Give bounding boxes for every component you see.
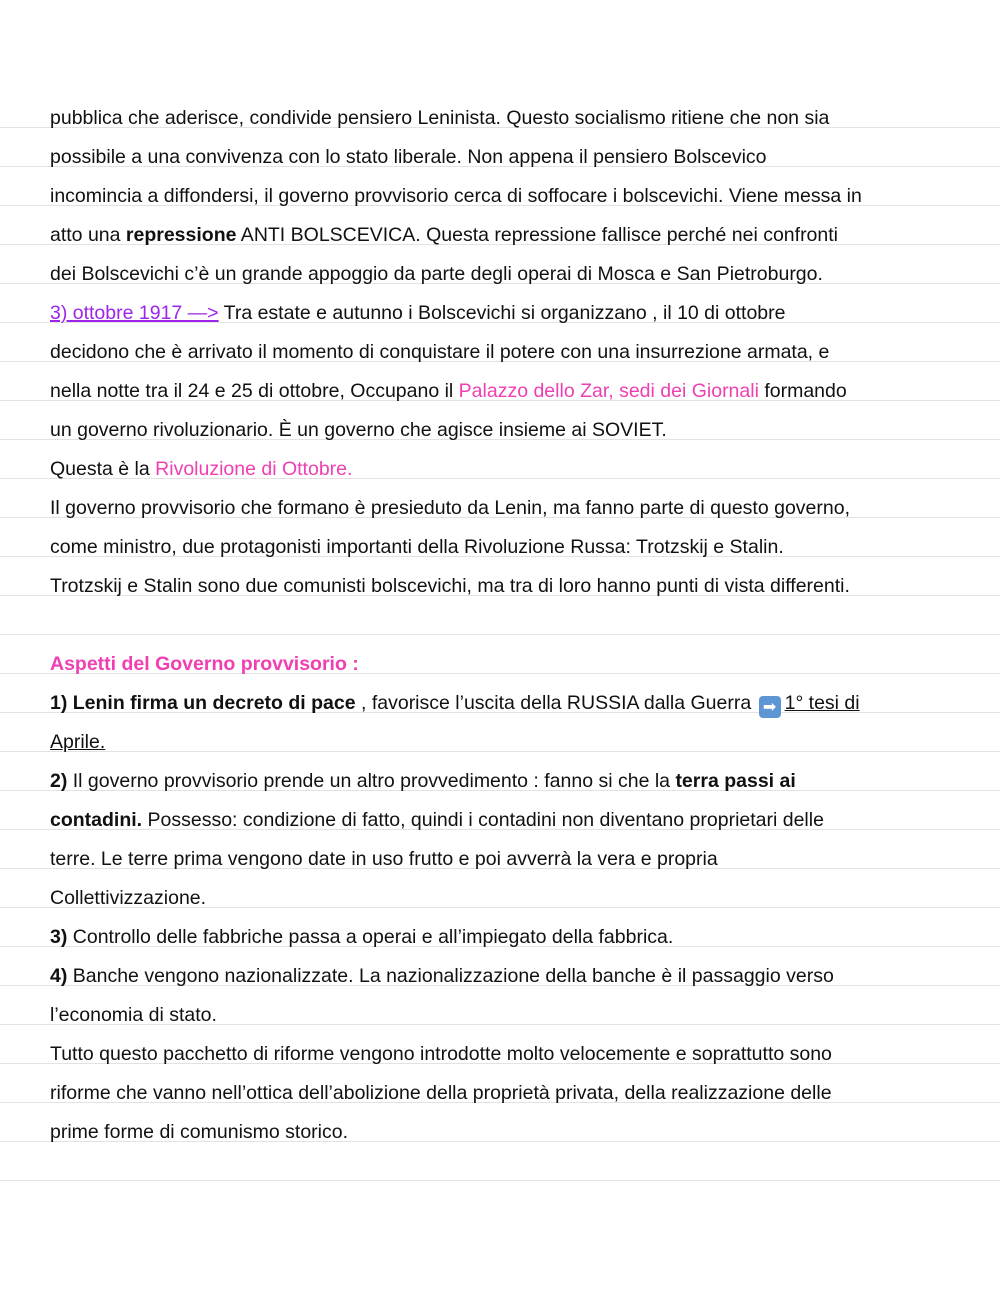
aspect-item-2-number: 2) [50, 770, 68, 792]
note-line [50, 723, 955, 762]
note-line [50, 216, 955, 255]
note-line [50, 801, 955, 840]
note-line-text: Tra estate e autunno i Bolscevichi si organizzano , il 10 di ottobre [218, 302, 786, 324]
aspect-item-3 [50, 918, 955, 957]
bold-term-repressione: repressione [125, 224, 237, 246]
section-heading-october-1917: 3) ottobre 1917 —> [50, 302, 219, 324]
note-line: Il governo provvisorio che formano è presieduto da Lenin, ma fanno parte di questo governo, [50, 497, 850, 519]
note-line: terre. Le terre prima vengono date in uso frutto e poi avverrà la vera e propria [50, 848, 718, 870]
note-line: Trotzskij e Stalin sono due comunisti bolscevichi, ma tra di loro hanno punti di vista differenti. [50, 575, 850, 597]
note-line: dei Bolscevichi c’è un grande appoggio da parte degli operai di Mosca e San Pietroburgo. [50, 263, 823, 285]
aspect-item-2-bold: terra passi ai [675, 770, 796, 792]
highlight-palazzo-zar: Palazzo dello Zar, sedi dei Giornali [458, 380, 759, 402]
aspect-item-1-text: , favorisce l’uscita della RUSSIA dalla Guerra [355, 692, 757, 714]
note-line: incomincia a diffondersi, il governo provvisorio cerca di soffocare i bolscevichi. Viene messa in [50, 185, 862, 207]
paragraph-conclusion [50, 1035, 955, 1152]
aspect-item-3-number: 3) [50, 926, 68, 948]
note-line-suffix: ANTI BOLSCEVICA. Questa repressione fallisce perché nei confronti [236, 224, 838, 246]
aspect-item-2-bold-continued: contadini. [50, 809, 143, 831]
right-arrow-emoji-icon: ➡ [759, 696, 781, 718]
note-line: decidono che è arrivato il momento di conquistare il potere con una insurrezione armata, e [50, 341, 830, 363]
note-line: prime forme di comunismo storico. [50, 1121, 349, 1143]
aspects-heading [50, 645, 955, 684]
note-line-prefix: atto una [50, 224, 126, 246]
section-government-aspects [50, 645, 955, 1035]
note-content [50, 99, 955, 1152]
note-line-suffix: formando [758, 380, 847, 402]
note-line [50, 372, 955, 411]
aspect-item-4 [50, 957, 955, 996]
note-line: come ministro, due protagonisti importanti della Rivoluzione Russa: Trotzskij e Stalin. [50, 536, 784, 558]
aspect-item-1 [50, 684, 955, 723]
note-line: l’economia di stato. [50, 1004, 217, 1026]
aspect-item-4-text: Banche vengono nazionalizzate. La nazionalizzazione della banche è il passaggio verso [67, 965, 834, 987]
paragraph-leninist-thought [50, 99, 955, 294]
reference-tesi-aprile-continued: Aprile. [50, 731, 106, 753]
note-line: riforme che vanno nell’ottica dell’abolizione della proprietà privata, della realizzazione delle [50, 1082, 832, 1104]
note-line-prefix: Questa è la [50, 458, 156, 480]
note-line-prefix: nella notte tra il 24 e 25 di ottobre, Occupano il [50, 380, 459, 402]
note-line: pubblica che aderisce, condivide pensiero Leninista. Questo socialismo ritiene che non sia [50, 107, 830, 129]
ruled-line [0, 1180, 1000, 1181]
aspect-item-1-bold: 1) Lenin firma un decreto di pace [50, 692, 356, 714]
section-october-1917 [50, 294, 955, 489]
reference-tesi-aprile: 1° tesi di [784, 692, 860, 714]
blank-line [50, 606, 955, 645]
aspect-item-2-text: Il governo provvisorio prende un altro provvedimento : fanno si che la [67, 770, 676, 792]
highlight-rivoluzione-ottobre: Rivoluzione di Ottobre. [155, 458, 353, 480]
aspects-heading-text: Aspetti del Governo provvisorio : [50, 653, 359, 675]
note-line: possibile a una convivenza con lo stato liberale. Non appena il pensiero Bolscevico [50, 146, 767, 168]
note-line: Collettivizzazione. [50, 887, 207, 909]
aspect-item-2 [50, 762, 955, 801]
note-line [50, 450, 955, 489]
aspect-item-4-number: 4) [50, 965, 68, 987]
paragraph-provisional-government [50, 489, 955, 606]
aspect-item-3-text: Controllo delle fabbriche passa a operai e all’impiegato della fabbrica. [67, 926, 674, 948]
aspect-item-2-text-continued: Possesso: condizione di fatto, quindi i contadini non diventano proprietari delle [142, 809, 824, 831]
note-line: un governo rivoluzionario. È un governo che agisce insieme ai SOVIET. [50, 419, 667, 441]
note-line [50, 294, 955, 333]
note-line: Tutto questo pacchetto di riforme vengono introdotte molto velocemente e soprattutto sono [50, 1043, 832, 1065]
